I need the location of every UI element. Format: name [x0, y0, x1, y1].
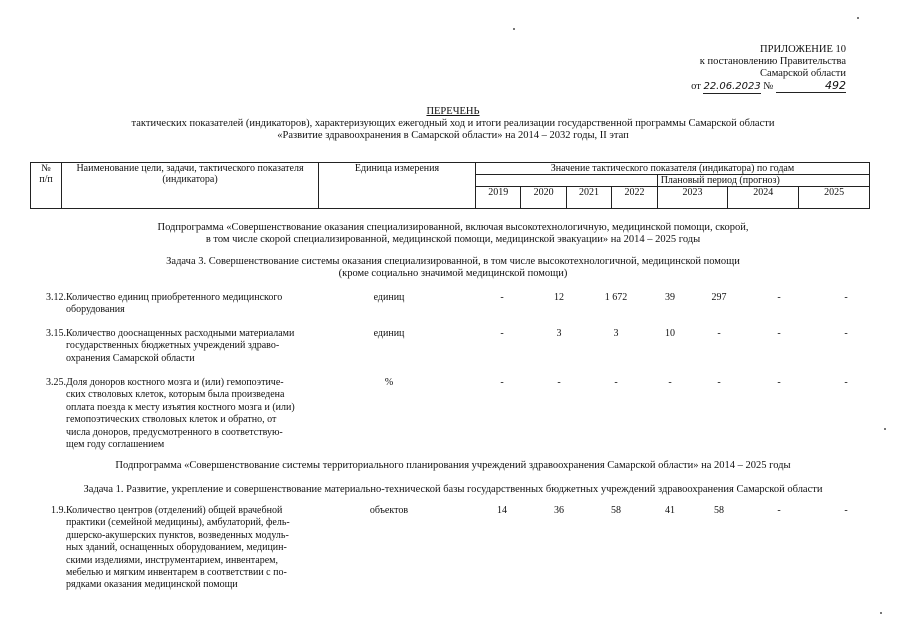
row-name-line: гемопоэтических стволовых клеток и обратно, от	[66, 414, 277, 426]
col-no	[31, 163, 62, 209]
number-label: №	[763, 81, 774, 92]
appendix-resolution: к постановлению Правительства	[699, 56, 846, 67]
value-2019: 14	[497, 505, 507, 516]
title-line-2: тактических показателей (индикаторов), характеризующих ежегодный ход и итоги реализации государственной программы Самарской области	[131, 118, 775, 129]
row-name	[66, 377, 318, 451]
year-2023: 2023	[657, 187, 728, 209]
task-1: Задача 1. Развитие, укрепление и совершенствование материально-технической базы государственных бюджетных учреждений здравоохранения Самарской области	[83, 484, 823, 495]
subprogram-1	[0, 222, 906, 246]
value-2025: -	[844, 292, 848, 303]
row-name-line: дшерско-акушерских пунктов, возведенных модуль-	[66, 529, 289, 541]
value-2025: -	[844, 328, 848, 339]
row-name-line: практики (семейной медицины), амбулаторий, фель-	[66, 517, 290, 529]
value-2025: -	[844, 505, 848, 516]
scan-speck	[880, 612, 882, 614]
task-3-line-2: (кроме социально значимой медицинской помощи)	[338, 268, 568, 279]
value-2019: -	[500, 328, 504, 339]
year-2025: 2025	[799, 187, 870, 209]
row-name-line: Количество дооснащенных расходными материалами	[66, 328, 295, 339]
row-name-line: мебелью и мягким инвентарем в соответствии с по-	[66, 567, 287, 579]
row-name-line: скими изделиями, инструментарием, инвентарем,	[66, 554, 278, 566]
value-2024: -	[777, 292, 781, 303]
row-number: 3.25.	[46, 377, 66, 388]
scan-speck	[884, 428, 886, 430]
scan-speck	[857, 17, 859, 19]
year-2022: 2022	[612, 187, 657, 209]
plan-spacer	[476, 175, 658, 187]
title-heading: ПЕРЕЧЕНЬ	[426, 106, 480, 117]
task-3-line-1: Задача 3. Совершенствование системы оказания специализированной, в том числе высокотехнологичной, медицинской помощи	[166, 256, 740, 267]
row-unit: %	[384, 377, 394, 388]
year-2020: 2020	[521, 187, 566, 209]
handwritten-number: 492	[776, 80, 846, 93]
value-2022: 10	[665, 328, 675, 339]
value-2019: -	[500, 292, 504, 303]
row-name-line: государственных бюджетных учреждений здраво-	[66, 340, 280, 352]
value-2021: 58	[611, 505, 621, 516]
row-name-line: Количество единиц приобретенного медицинского	[66, 292, 283, 303]
row-unit: единиц	[373, 292, 405, 303]
value-2021: -	[614, 377, 618, 388]
subprogram-1-line-2: в том числе скорой специализированной, медицинской помощи, медицинской эвакуации» на 2014 – 2025 годы	[205, 234, 701, 245]
col-name: Наименование цели, задачи, тактического показателя (индикатора)	[62, 163, 319, 209]
scan-speck	[513, 28, 515, 30]
value-2023: -	[717, 328, 721, 339]
subprogram-2: Подпрограмма «Совершенствование системы территориального планирования учреждений здравоохранения Самарской области» на 2014 – 2025 годы	[115, 460, 791, 471]
year-2021: 2021	[566, 187, 611, 209]
year-2024: 2024	[728, 187, 799, 209]
appendix-date-line	[691, 80, 846, 94]
year-2019: 2019	[476, 187, 521, 209]
subprogram-1-line-1: Подпрограмма «Совершенствование оказания специализированной, включая высокотехнологичную, медицинской помощи, скорой,	[157, 222, 749, 233]
value-2024: -	[777, 328, 781, 339]
row-name-line: ных зданий, оснащенных оборудованием, медицин-	[66, 542, 287, 554]
row-name	[66, 292, 318, 317]
value-2025: -	[844, 377, 848, 388]
value-2023: -	[717, 377, 721, 388]
col-values-title: Значение тактического показателя (индикатора) по годам	[476, 163, 870, 175]
col-unit: Единица измерения	[319, 163, 476, 209]
row-name-line: числа доноров, предусмотренного в соответствую-	[66, 426, 283, 438]
document-title	[0, 106, 906, 142]
task-3	[0, 256, 906, 280]
col-no-label: №	[41, 163, 51, 174]
row-name-line: рядками оказания медицинской помощи	[66, 579, 238, 591]
value-2021: 3	[613, 328, 619, 339]
value-2021: 1 672	[604, 292, 628, 303]
row-number: 1.9.	[51, 505, 66, 516]
value-2023: 297	[711, 292, 727, 303]
from-label: от	[691, 81, 701, 92]
title-line-3: «Развитие здравоохранения в Самарской области» на 2014 – 2032 годы, II этап	[277, 130, 629, 141]
handwritten-date: 22.06.2023	[703, 81, 761, 92]
row-name	[66, 505, 318, 592]
row-number: 3.15.	[46, 328, 66, 339]
value-2019: -	[500, 377, 504, 388]
row-number: 3.12.	[46, 292, 66, 303]
row-name-line: ских стволовых клеток, которым была произведена	[66, 389, 285, 401]
value-2024: -	[777, 377, 781, 388]
row-unit: единиц	[373, 328, 405, 339]
row-name	[66, 328, 318, 365]
col-pp-label: п/п	[39, 174, 53, 185]
row-unit: объектов	[369, 505, 409, 516]
appendix-title: ПРИЛОЖЕНИЕ 10	[760, 44, 846, 55]
row-name-line: охранения Самарской области	[66, 352, 195, 364]
col-plan-period: Плановый период (прогноз)	[657, 175, 869, 187]
value-2020: 36	[554, 505, 564, 516]
value-2024: -	[777, 505, 781, 516]
appendix-region: Самарской области	[760, 68, 846, 79]
row-name-line: оплата поезда к месту изъятия костного мозга и (или)	[66, 401, 295, 413]
indicators-table-header	[30, 162, 870, 209]
value-2022: -	[668, 377, 672, 388]
value-2023: 58	[714, 505, 724, 516]
value-2020: -	[557, 377, 561, 388]
row-name-line: оборудования	[66, 304, 125, 316]
row-name-line: щем году соглашением	[66, 439, 165, 451]
row-name-line: Доля доноров костного мозга и (или) гемопоэтиче-	[66, 377, 284, 388]
appendix-block	[691, 44, 846, 94]
value-2022: 41	[665, 505, 675, 516]
row-name-line: Количество центров (отделений) общей врачебной	[66, 505, 283, 516]
value-2022: 39	[665, 292, 675, 303]
value-2020: 12	[554, 292, 564, 303]
value-2020: 3	[556, 328, 562, 339]
